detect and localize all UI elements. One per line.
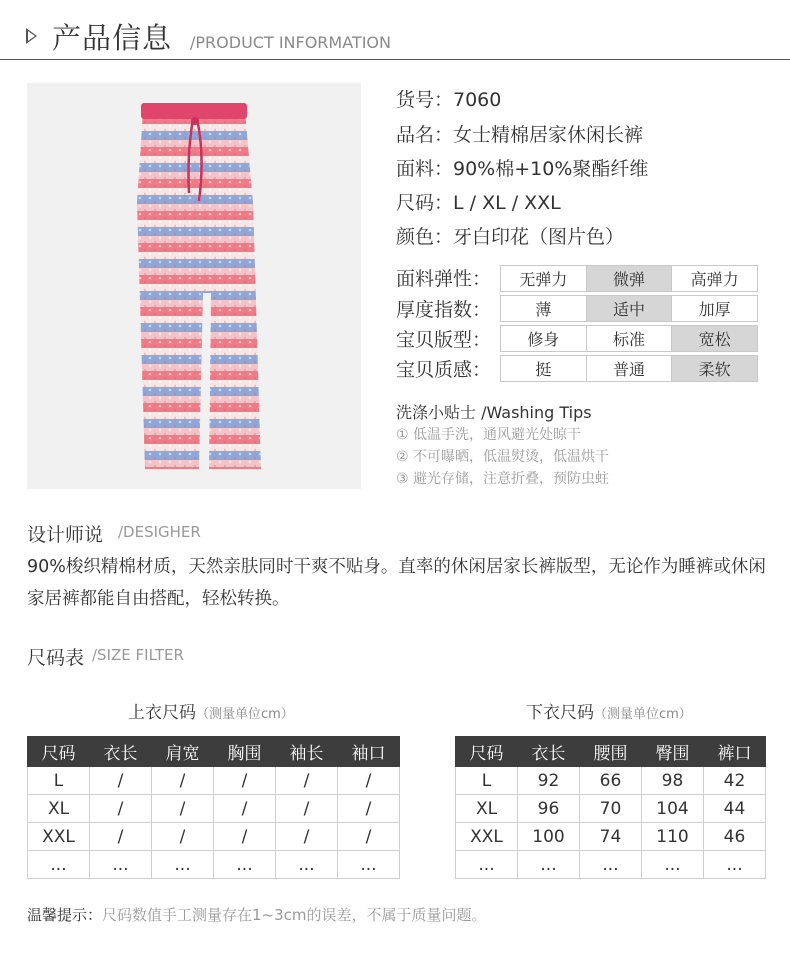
triangle-arrow-icon xyxy=(26,28,37,44)
table-cell: 70 xyxy=(580,795,642,823)
table-cell: / xyxy=(90,767,152,795)
page-title: 产品信息 xyxy=(52,21,173,55)
table-cell: 96 xyxy=(518,795,580,823)
table-cell: 74 xyxy=(580,823,642,851)
table-cell: 100 xyxy=(518,823,580,851)
bottom-table-caption-text: 下衣尺码 xyxy=(526,703,594,723)
warm-tip-text: 尺码数值手工测量存在1~3cm的误差，不属于质量问题。 xyxy=(102,906,487,924)
info-name: 品名：女士精棉居家休闲长裤 xyxy=(396,124,644,146)
table-header-cell: 衣长 xyxy=(518,737,580,767)
attr-option: 挺 xyxy=(500,355,587,382)
table-cell: / xyxy=(214,767,276,795)
table-cell: 110 xyxy=(642,823,704,851)
warm-tip xyxy=(27,904,487,925)
top-table-caption-text: 上衣尺码 xyxy=(128,703,196,723)
table-row xyxy=(28,851,400,879)
table-cell: XL xyxy=(456,795,518,823)
bottom-table-caption xyxy=(526,698,692,723)
table-header-cell: 胸围 xyxy=(214,737,276,767)
table-cell: 66 xyxy=(580,767,642,795)
table-cell: ... xyxy=(338,851,400,879)
table-cell: 42 xyxy=(704,767,766,795)
table-row xyxy=(456,767,766,795)
table-cell: L xyxy=(28,767,90,795)
attr-option: 适中 xyxy=(586,295,673,322)
table-cell: / xyxy=(338,795,400,823)
washing-item: ② 不可曝晒，低温熨烫，低温烘干 xyxy=(396,449,610,465)
warm-tip-label: 温馨提示： xyxy=(27,906,103,924)
attr-option: 加厚 xyxy=(671,295,758,322)
attr-label-thickness: 厚度指数： xyxy=(396,299,492,321)
attr-options-fit xyxy=(500,325,758,352)
table-cell: / xyxy=(276,823,338,851)
table-cell: ... xyxy=(704,851,766,879)
attr-options-elasticity xyxy=(500,265,758,292)
designer-description: 90%梭织精棉材质，天然亲肤同时干爽不贴身。直率的休闲居家长裤版型，无论作为睡裤或休闲家居裤都能自由搭配，轻松转换。 xyxy=(27,557,766,609)
table-cell: 98 xyxy=(642,767,704,795)
table-header-cell: 衣长 xyxy=(90,737,152,767)
table-cell: ... xyxy=(580,851,642,879)
table-cell: / xyxy=(276,767,338,795)
table-row xyxy=(28,823,400,851)
table-cell: ... xyxy=(456,851,518,879)
top-size-table xyxy=(27,736,400,879)
table-header-cell: 袖口 xyxy=(338,737,400,767)
bottom-table-unit: （测量单位cm） xyxy=(594,707,692,722)
table-cell: L xyxy=(456,767,518,795)
table-cell: / xyxy=(338,823,400,851)
info-color: 颜色：牙白印花（图片色） xyxy=(396,226,625,248)
attr-option: 高弹力 xyxy=(671,265,758,292)
top-table-unit: （测量单位cm） xyxy=(196,707,294,722)
table-cell: / xyxy=(152,795,214,823)
attr-option: 标准 xyxy=(586,325,673,352)
attr-option: 柔软 xyxy=(671,355,758,382)
attr-label-elasticity: 面料弹性： xyxy=(396,268,492,290)
attr-options-thickness xyxy=(500,295,758,322)
table-header-row xyxy=(456,737,766,767)
table-cell: / xyxy=(152,767,214,795)
table-header-cell: 尺码 xyxy=(456,737,518,767)
designer-subtitle: /DESIGHER xyxy=(118,523,201,541)
table-cell: XL xyxy=(28,795,90,823)
pants-illustration xyxy=(27,83,361,489)
designer-title: 设计师说 xyxy=(27,524,104,546)
page-subtitle: /PRODUCT INFORMATION xyxy=(190,33,391,52)
attr-option: 宽松 xyxy=(671,325,758,352)
table-cell: 104 xyxy=(642,795,704,823)
attr-option: 无弹力 xyxy=(500,265,587,292)
attr-option: 修身 xyxy=(500,325,587,352)
table-cell: / xyxy=(214,795,276,823)
attr-label-fit: 宝贝版型： xyxy=(396,329,492,351)
table-header-cell: 腰围 xyxy=(580,737,642,767)
table-row xyxy=(28,795,400,823)
table-cell: ... xyxy=(276,851,338,879)
info-material: 面料：90%棉+10%聚酯纤维 xyxy=(396,158,649,180)
table-cell: / xyxy=(214,823,276,851)
table-header-cell: 臀围 xyxy=(642,737,704,767)
table-cell: / xyxy=(90,795,152,823)
table-header-cell: 裤口 xyxy=(704,737,766,767)
table-cell: 44 xyxy=(704,795,766,823)
table-cell: XXL xyxy=(456,823,518,851)
table-row xyxy=(456,795,766,823)
attr-option: 薄 xyxy=(500,295,587,322)
size-chart-title: 尺码表 xyxy=(27,647,85,669)
attr-label-texture: 宝贝质感： xyxy=(396,359,492,381)
top-table-caption xyxy=(128,698,294,723)
table-header-row xyxy=(28,737,400,767)
table-cell: / xyxy=(152,823,214,851)
info-item-no: 货号：7060 xyxy=(396,89,502,111)
table-row xyxy=(456,823,766,851)
header-divider xyxy=(0,59,790,60)
washing-item: ① 低温手洗，通风避光处晾干 xyxy=(396,427,582,443)
attr-option: 微弹 xyxy=(586,265,673,292)
washing-title: 洗涤小贴士 /Washing Tips xyxy=(396,403,592,422)
table-cell: / xyxy=(90,823,152,851)
table-row xyxy=(28,767,400,795)
table-cell: ... xyxy=(214,851,276,879)
table-header-cell: 袖长 xyxy=(276,737,338,767)
table-cell: ... xyxy=(642,851,704,879)
table-cell: ... xyxy=(90,851,152,879)
attr-option: 普通 xyxy=(586,355,673,382)
table-header-cell: 尺码 xyxy=(28,737,90,767)
table-header-cell: 肩宽 xyxy=(152,737,214,767)
bottom-size-table xyxy=(455,736,766,879)
info-sizes: 尺码：L / XL / XXL xyxy=(396,192,561,214)
table-cell: ... xyxy=(152,851,214,879)
table-cell: 92 xyxy=(518,767,580,795)
table-cell: / xyxy=(276,795,338,823)
table-row xyxy=(456,851,766,879)
washing-item: ③ 避光存储，注意折叠，预防虫蛀 xyxy=(396,471,610,487)
table-cell: / xyxy=(338,767,400,795)
table-cell: ... xyxy=(518,851,580,879)
table-cell: ... xyxy=(28,851,90,879)
table-cell: 46 xyxy=(704,823,766,851)
attr-options-texture xyxy=(500,355,758,382)
size-chart-subtitle: /SIZE FILTER xyxy=(92,646,184,664)
product-image xyxy=(27,83,361,489)
table-cell: XXL xyxy=(28,823,90,851)
